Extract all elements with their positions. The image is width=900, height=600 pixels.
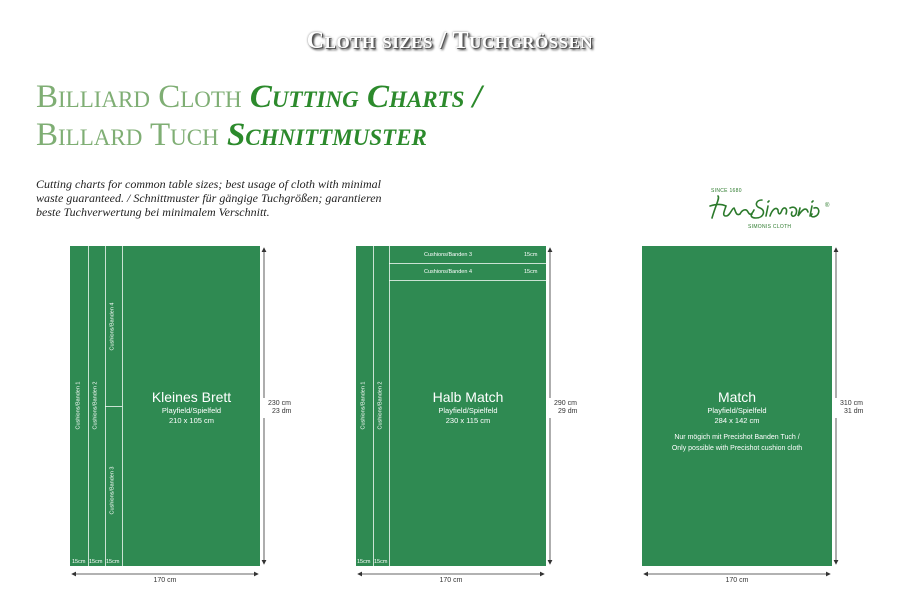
cushion-label: Cushions/Banden 2 [92, 381, 99, 430]
playfield-size: 284 x 142 cm [714, 416, 760, 425]
strip-width-label: 15cm [72, 559, 86, 565]
height-cm: 290 cm [554, 400, 577, 407]
logo-registered-mark: ® [825, 203, 830, 209]
height-cm: 310 cm [840, 400, 863, 407]
height-dm: 31 dm [844, 408, 864, 415]
intro-line-3: beste Tuchverwertung bei minimalem Verschnitt. [36, 205, 270, 219]
title-line2-emphasis: Schnittmuster [226, 117, 427, 153]
cloth-note: Nur mögich mit Precishot Banden Tuch / [674, 434, 800, 441]
cushion-label: Cushions/Banden 4 [424, 269, 473, 275]
width-measure: 170 cm [153, 577, 177, 584]
playfield-size: 210 x 105 cm [168, 416, 215, 425]
table-name: Match [717, 389, 757, 405]
strip-width-label: 15cm [106, 559, 120, 565]
strip-width-label: 15cm [524, 252, 538, 258]
height-cm: 230 cm [268, 400, 291, 407]
playfield-label: Playfield/Spielfeld [438, 406, 498, 415]
logo-since: SINCE 1680 [711, 188, 742, 194]
width-measure: 170 cm [439, 577, 463, 584]
title-line2-plain: Billard Tuch [36, 117, 227, 153]
title-line1-emphasis: Cutting Charts / [249, 79, 482, 115]
cushion-label: Cushions/Banden 2 [377, 381, 384, 430]
height-dm: 29 dm [558, 408, 578, 415]
strip-width-label: 15cm [89, 559, 103, 565]
cloth-note: Only possible with Precishot cushion cloth [671, 445, 803, 452]
title-line1-plain: Billiard Cloth [36, 79, 250, 115]
strip-width-label: 15cm [374, 559, 388, 565]
cushion-label: Cushions/Banden 1 [75, 381, 82, 430]
width-measure: 170 cm [725, 577, 749, 584]
table-name: Halb Match [432, 389, 504, 405]
logo-subtitle: SIMONIS CLOTH [748, 224, 792, 230]
playfield-label: Playfield/Spielfeld [161, 406, 222, 415]
playfield-label: Playfield/Spielfeld [707, 406, 767, 415]
intro-line-1: Cutting charts for common table sizes; best usage of cloth with minimal [36, 177, 381, 191]
page-banner: Cloth sizes / Tuchgrössen [306, 28, 594, 54]
table-name: Kleines Brett [151, 389, 232, 405]
cushion-label: Cushions/Banden 4 [109, 302, 116, 351]
cushion-label: Cushions/Banden 3 [424, 252, 473, 258]
playfield-size: 230 x 115 cm [445, 416, 491, 425]
cushion-label: Cushions/Banden 1 [360, 381, 367, 430]
intro-line-2: waste guaranteed. / Schnittmuster für gängige Tuchgrößen; garantieren [36, 191, 382, 205]
height-measure [840, 400, 863, 416]
strip-width-label: 15cm [524, 269, 538, 275]
height-measure [268, 400, 291, 416]
height-measure [554, 400, 577, 416]
height-dm: 23 dm [272, 408, 292, 415]
cushion-label: Cushions/Banden 3 [109, 466, 116, 515]
strip-width-label: 15cm [357, 559, 371, 565]
